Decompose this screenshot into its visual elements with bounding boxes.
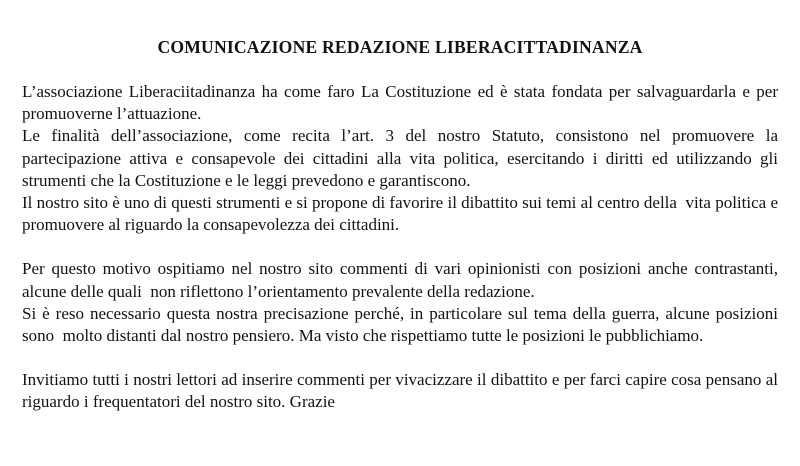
sentence-line: Si è reso necessario questa nostra precisazione perché, in particolare sul tema della guerra, alcune posizioni sono molto distanti dal nostro pensiero. Ma visto che rispettiamo tutte le posizioni le pubblichiamo.: [22, 303, 783, 346]
sentence-line: L’associazione Liberaciitadinanza ha come faro La Costituzione ed è stata fondata per salvaguardarla e per promuoverne l’attuazione.: [22, 82, 783, 124]
paragraph: [22, 258, 783, 347]
paragraph: [22, 369, 783, 413]
sentence-line: Invitiamo tutti i nostri lettori ad inserire commenti per vivacizzare il dibattito e per farci capire cosa pensano al riguardo i frequentatori del nostro sito. Grazie: [22, 370, 783, 412]
paragraph: [22, 81, 783, 236]
document-body: [22, 81, 783, 414]
sentence-line: Le finalità dell’associazione, come recita l’art. 3 del nostro Statuto, consistono nel promuovere la partecipazione attiva e consapevole dei cittadini alla vita politica, esercitando i diritti ed utilizzando gli strumenti che la Costituzione e le leggi prevedono e garantiscono.: [22, 126, 783, 190]
sentence-line: Per questo motivo ospitiamo nel nostro sito commenti di vari opinionisti con posizioni anche contrastanti, alcune delle quali non riflettono l’orientamento prevalente della redazione.: [22, 259, 783, 301]
document-title: COMUNICAZIONE REDAZIONE LIBERACITTADINANZA: [157, 37, 643, 57]
sentence-line: Il nostro sito è uno di questi strumenti e si propone di favorire il dibattito sui temi al centro della vita politica e promuovere al riguardo la consapevolezza dei cittadini.: [22, 193, 783, 235]
